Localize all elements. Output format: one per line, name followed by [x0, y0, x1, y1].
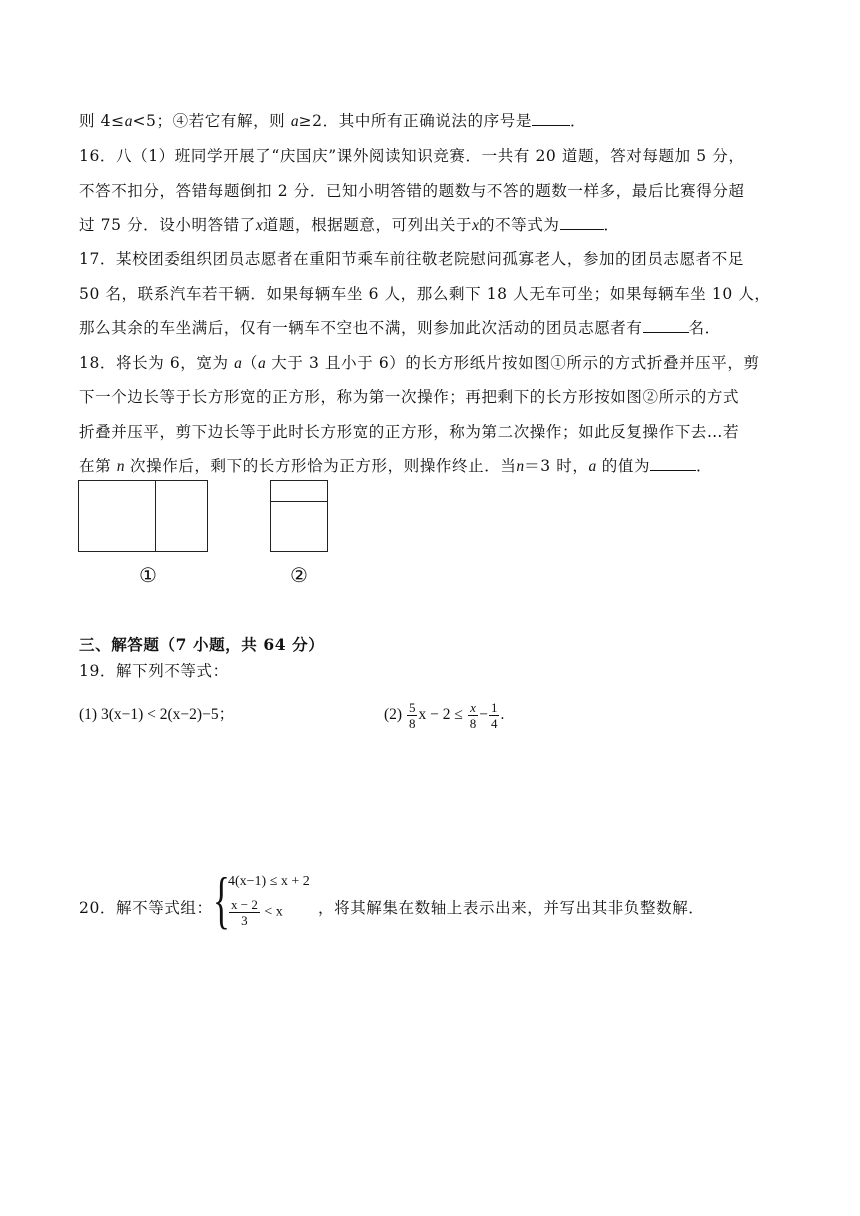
q15-text: <5；④若它有解，则 — [132, 112, 291, 130]
q20-intro: 20．解不等式组： — [79, 899, 213, 917]
denominator: 3 — [241, 913, 248, 928]
q17-text: 那么其余的车坐满后，仅有一辆车不空也不满，则参加此次活动的团员志愿者有 — [79, 319, 643, 337]
q18-text: 的值为 — [596, 457, 651, 475]
q18-text: 次操作后，剩下的长方形恰为正方形，则操作终止．当 — [124, 457, 517, 475]
q15-end: ． — [569, 112, 587, 130]
var-n: n — [116, 458, 125, 475]
q16-line-3 — [79, 214, 620, 237]
answer-blank[interactable] — [560, 215, 604, 230]
q15-tail-line — [79, 110, 586, 133]
section-title: 三、解答题（7 小题，共 64 分） — [79, 635, 325, 654]
system-inequality-2 — [228, 898, 283, 927]
figure-1-label: ① — [139, 563, 157, 587]
q16-text: 道题，根据题意，可列出关于 — [262, 216, 473, 234]
var-a: a — [588, 458, 597, 475]
q16-text: 过 75 分．设小明答错了 — [79, 216, 256, 234]
var-a: a — [124, 113, 133, 130]
var-n: n — [516, 458, 525, 475]
q18-text: 大于 3 且小于 6）的长方形纸片按如图①所示的方式折叠并压平，剪 — [265, 354, 760, 372]
q18-text: 在第 — [79, 457, 117, 475]
fraction-x-8 — [468, 701, 479, 730]
q19-part-2 — [384, 698, 504, 734]
q16-line-2: 不答不扣分，答错每题倒扣 2 分．已知小明答错的题数与不答的题数一样多，最后比赛得分超 — [79, 182, 745, 200]
numerator: 1 — [490, 699, 498, 715]
numerator: 5 — [408, 699, 416, 715]
fraction-5-8 — [407, 701, 418, 730]
q19-intro: 19．解下列不等式： — [79, 662, 229, 680]
figure-2-fold-line — [271, 501, 327, 502]
inequality-2-mid: x − 2 ≤ — [418, 706, 463, 723]
fraction-1-4 — [489, 701, 500, 730]
q15-text: 则 4≤ — [79, 112, 125, 130]
answer-blank[interactable] — [643, 318, 689, 333]
part-label: (2) — [384, 706, 403, 723]
minus-sign: − — [479, 706, 488, 723]
figure-1-rectangle — [78, 480, 208, 552]
figure-2-rectangle — [270, 480, 328, 552]
q18-line-2: 下一个边长等于长方形宽的正方形，称为第一次操作；再把剩下的长方形按如图②所示的方式 — [79, 388, 740, 406]
q18-end: ． — [696, 457, 713, 475]
q17-line-1: 17．某校团委组织团员志愿者在重阳节乘车前往敬老院慰问孤寡老人，参加的团员志愿者不足 — [79, 250, 744, 268]
punctuation: . — [500, 706, 505, 723]
denominator: 8 — [469, 715, 477, 731]
q17-line-3 — [79, 317, 721, 339]
q16-text: 的不等式为 — [478, 216, 560, 234]
q17-text: 名． — [688, 319, 721, 337]
q20-tail: ，将其解集在数轴上表示出来，并写出其非负整数解． — [318, 899, 705, 917]
q19-part-1 — [79, 704, 234, 726]
answer-blank[interactable] — [532, 111, 570, 126]
q16-line-1: 16．八（1）班同学开展了“庆国庆”课外阅读知识竞赛．一共有 20 道题，答对每题加 5 分， — [79, 147, 745, 165]
var-a: a — [258, 355, 266, 372]
part-label: (1) — [79, 706, 98, 723]
q17-line-2: 50 名，联系汽车若干辆．如果每辆车坐 6 人，那么剩下 18 人无车可坐；如果每辆车坐 10 人， — [79, 285, 771, 303]
var-a: a — [234, 355, 242, 372]
denominator: 4 — [490, 715, 498, 731]
numerator: x − 2 — [231, 897, 258, 912]
denominator: 8 — [408, 715, 416, 731]
fraction-x-minus-2-over-3 — [229, 898, 260, 927]
relation: < x — [264, 904, 283, 920]
var-x: x — [255, 217, 263, 234]
figure-2-label: ② — [290, 563, 308, 587]
q18-line-3: 折叠并压平，剪下边长等于此时长方形宽的正方形，称为第二次操作；如此反复操作下去…若 — [79, 423, 740, 441]
q15-text: ≥2．其中所有正确说法的序号是 — [298, 112, 532, 130]
numerator: x — [470, 699, 476, 715]
figure-1-fold-line — [155, 481, 156, 551]
var-a: a — [290, 113, 299, 130]
q18-line-1 — [79, 352, 760, 375]
punctuation: ； — [218, 706, 235, 723]
q18-text: ＝3 时， — [524, 457, 589, 475]
q16-end: ． — [603, 216, 620, 234]
system-inequality-1: 4(x−1) ≤ x + 2 — [228, 874, 310, 889]
inequality-1: 3(x−1) < 2(x−2)−5 — [100, 706, 219, 723]
q18-text: 18．将长为 6，宽为 — [79, 354, 235, 372]
answer-blank[interactable] — [650, 456, 696, 471]
q18-line-4 — [79, 455, 712, 478]
var-x: x — [472, 217, 479, 234]
q18-text: （ — [241, 354, 258, 372]
system-brace: { — [213, 864, 230, 935]
